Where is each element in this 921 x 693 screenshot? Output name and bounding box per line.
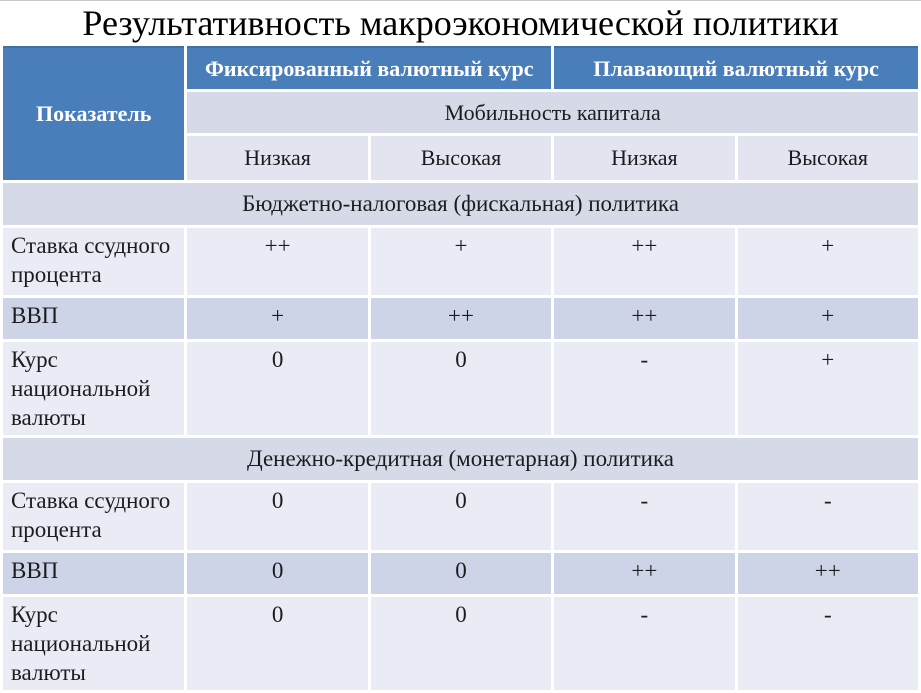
value-cell: + — [738, 228, 918, 295]
value-cell: + — [371, 228, 551, 295]
row-label-cell: Курс национальной валюты — [3, 342, 184, 435]
subheader-low-1: Низкая — [187, 136, 367, 180]
value-cell: 0 — [187, 342, 367, 435]
value-cell: ++ — [554, 228, 734, 295]
value-cell: ++ — [371, 298, 551, 339]
row-label-cell: ВВП — [3, 298, 184, 339]
table-row — [3, 342, 918, 435]
value-cell: - — [554, 597, 734, 690]
mobility-header-cell: Мобильность капитала — [187, 92, 918, 133]
section-title: Денежно-кредитная (монетарная) политика — [3, 438, 918, 480]
subheader-high-1: Высокая — [371, 136, 551, 180]
value-cell: + — [738, 342, 918, 435]
section-header-monetary — [3, 438, 918, 480]
value-cell: ++ — [187, 228, 367, 295]
table-row — [3, 553, 918, 594]
value-cell: 0 — [371, 483, 551, 550]
value-cell: 0 — [371, 342, 551, 435]
table-row — [3, 228, 918, 295]
column-group-fixed-rate: Фиксированный валютный курс — [187, 46, 551, 89]
table-row — [3, 483, 918, 550]
section-header-fiscal — [3, 183, 918, 225]
table-row — [3, 298, 918, 339]
value-cell: + — [738, 298, 918, 339]
value-cell: - — [554, 483, 734, 550]
value-cell: - — [738, 597, 918, 690]
value-cell: - — [554, 342, 734, 435]
value-cell: - — [738, 483, 918, 550]
value-cell: ++ — [554, 298, 734, 339]
row-label-cell: Ставка ссудного процента — [3, 483, 184, 550]
value-cell: ++ — [554, 553, 734, 594]
section-title: Бюджетно-налоговая (фискальная) политика — [3, 183, 918, 225]
value-cell: 0 — [187, 483, 367, 550]
value-cell: 0 — [187, 553, 367, 594]
value-cell: 0 — [371, 553, 551, 594]
subheader-low-2: Низкая — [554, 136, 734, 180]
value-cell: ++ — [738, 553, 918, 594]
row-label-cell: ВВП — [3, 553, 184, 594]
row-label-cell: Ставка ссудного процента — [3, 228, 184, 295]
column-group-floating-rate: Плавающий валютный курс — [554, 46, 918, 89]
value-cell: 0 — [187, 597, 367, 690]
value-cell: 0 — [371, 597, 551, 690]
value-cell: + — [187, 298, 367, 339]
corner-header-cell: Показатель — [3, 46, 184, 180]
table-row — [3, 597, 918, 690]
subheader-high-2: Высокая — [738, 136, 918, 180]
row-label-cell: Курс национальной валюты — [3, 597, 184, 690]
table-header-row — [3, 46, 918, 89]
page-title: Результативность макроэкономической политики — [82, 3, 839, 43]
macro-policy-table — [0, 43, 921, 693]
